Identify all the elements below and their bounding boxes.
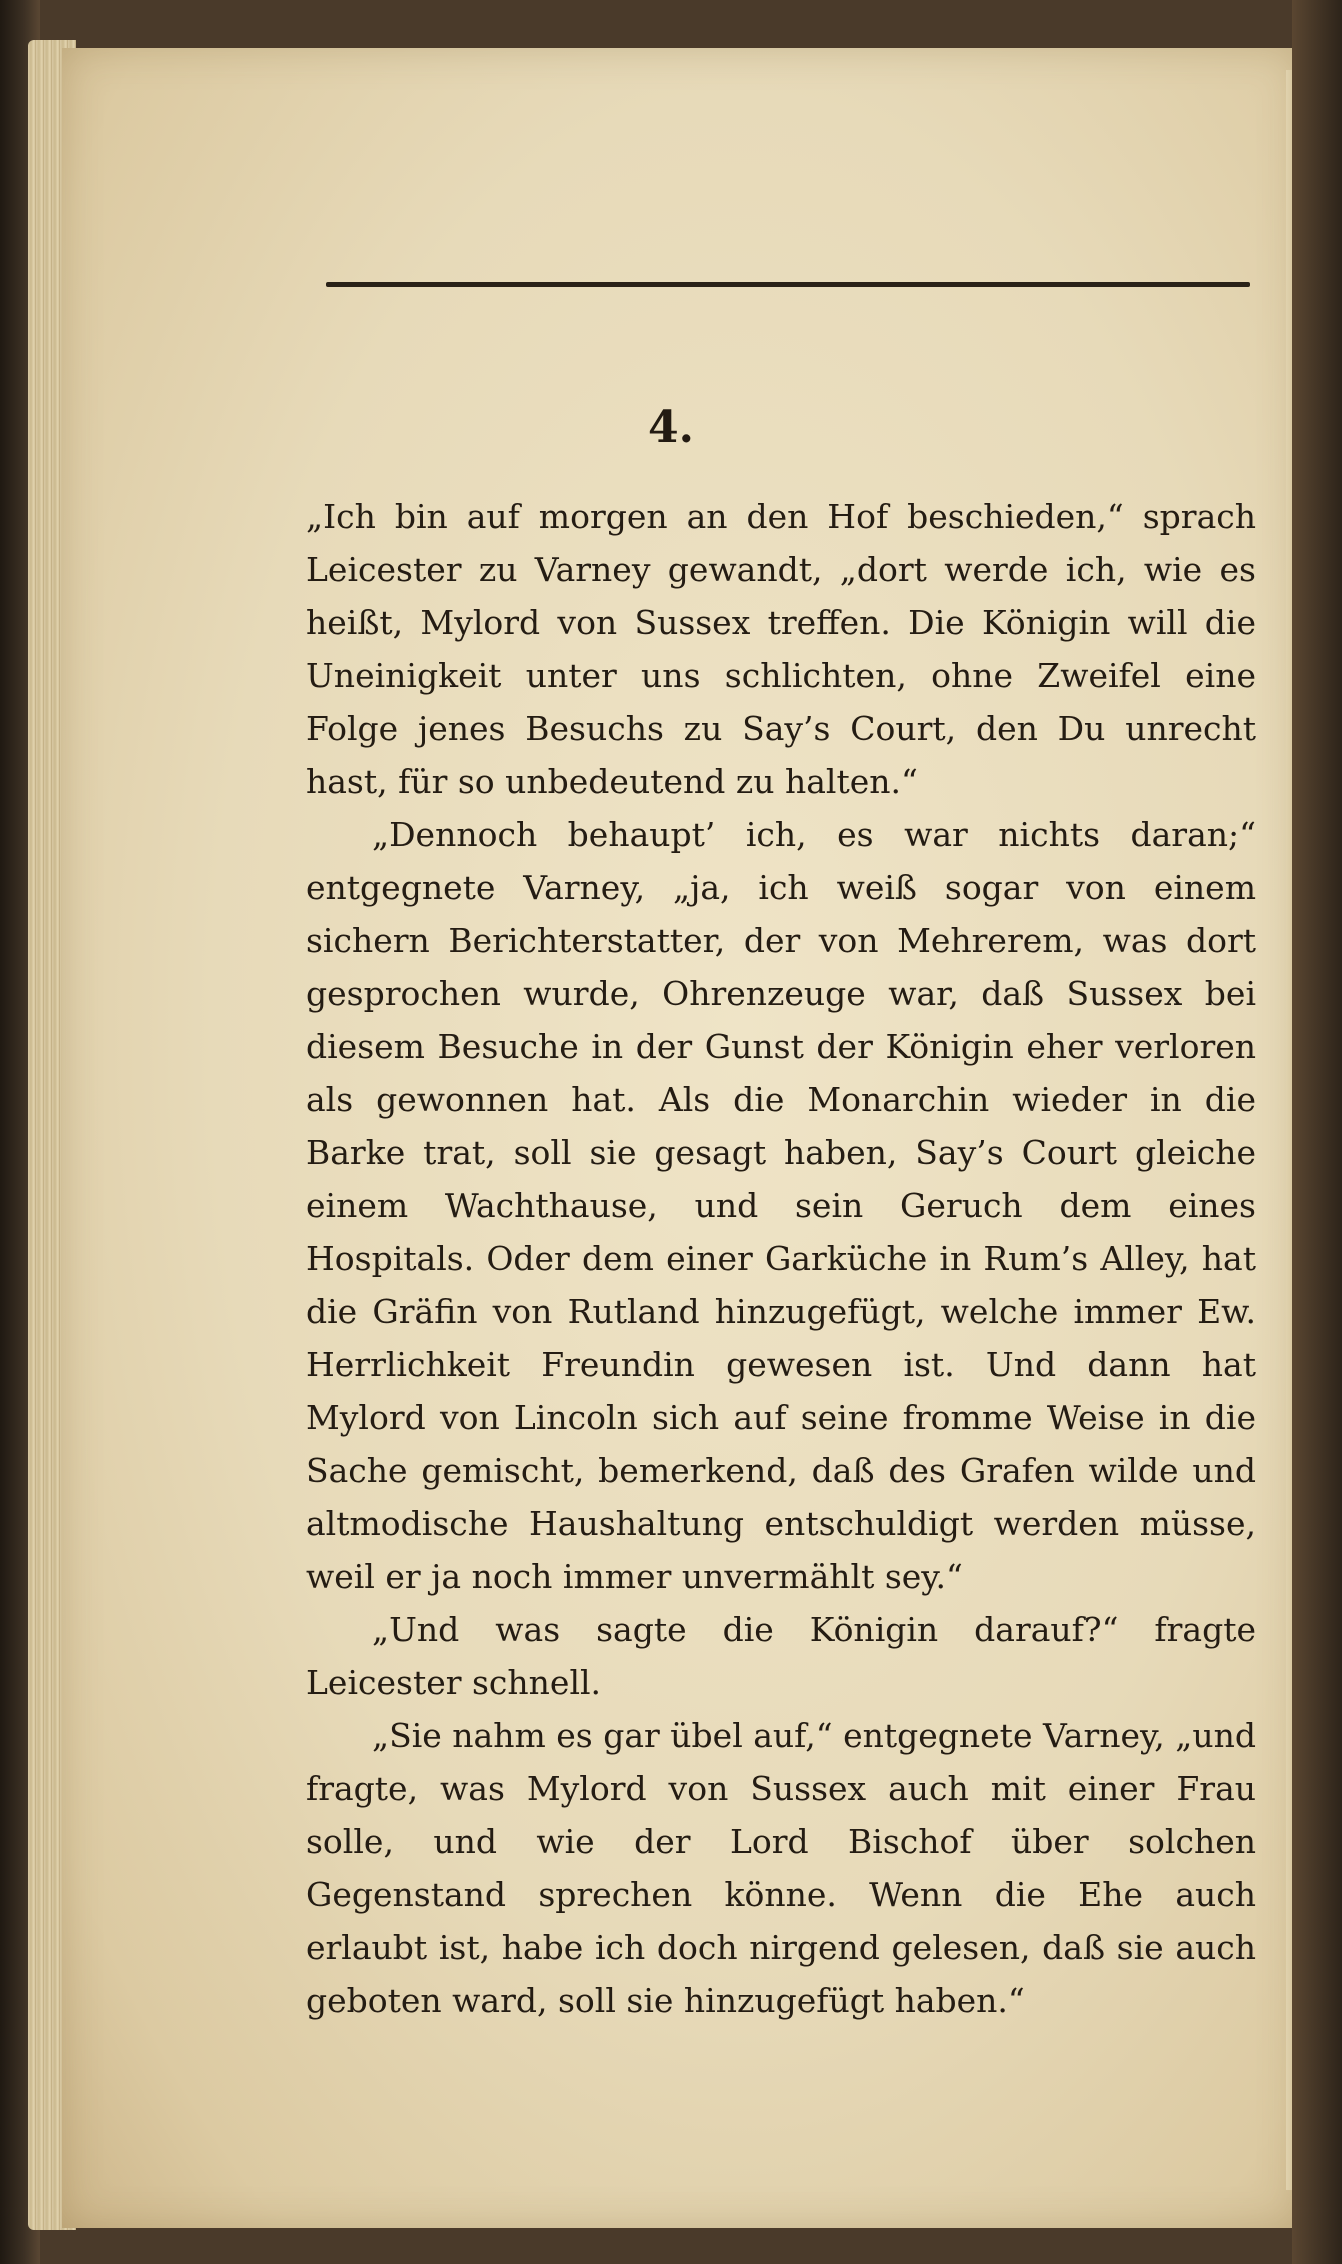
paragraph: „Sie nahm es gar übel auf,“ entgegnete Varney, „und fragte, was Mylord von Sussex auch mit einer Frau solle, und wie der Lord Bischof über solchen Gegenstand sprechen könne. Wenn die Ehe auch erlaubt ist, habe ich doch nirgend gelesen, daß sie auch geboten ward, soll sie hinzugefügt haben.“ bbox=[306, 1716, 1256, 2020]
chapter-divider-rule bbox=[326, 282, 1250, 287]
book-cover-edge-right bbox=[1292, 0, 1342, 2264]
body-text bbox=[306, 490, 1256, 2027]
paragraph: „Ich bin auf morgen an den Hof beschieden,“ sprach Leicester zu Varney gewandt, „dort werde ich, wie es heißt, Mylord von Sussex treffen. Die Königin will die Uneinigkeit unter uns schlichten, ohne Zweifel eine Folge jenes Besuchs zu Say’s Court, den Du unrecht hast, für so unbedeutend zu halten.“ bbox=[306, 497, 1256, 801]
paragraph: „Dennoch behaupt’ ich, es war nichts daran;“ entgegnete Varney, „ja, ich weiß sogar von einem sichern Berichterstatter, der von Mehrerem, was dort gesprochen wurde, Ohrenzeuge war, daß Sussex bei diesem Besuche in der Gunst der Königin eher verloren als gewonnen hat. Als die Monarchin wieder in die Barke trat, soll sie gesagt haben, Say’s Court gleiche einem Wachthause, und sein Geruch dem eines Hospitals. Oder dem einer Garküche in Rum’s Alley, hat die Gräfin von Rutland hinzugefügt, welche immer Ew. Herrlichkeit Freundin gewesen ist. Und dann hat Mylord von Lincoln sich auf seine fromme Weise in die Sache gemischt, bemerkend, daß des Grafen wilde und altmodische Haushaltung entschuldigt werden müsse, weil er ja noch immer unvermählt sey.“ bbox=[306, 815, 1256, 1596]
chapter-number: 4. bbox=[648, 402, 694, 453]
paragraph: „Und was sagte die Königin darauf?“ fragte Leicester schnell. bbox=[306, 1610, 1256, 1702]
